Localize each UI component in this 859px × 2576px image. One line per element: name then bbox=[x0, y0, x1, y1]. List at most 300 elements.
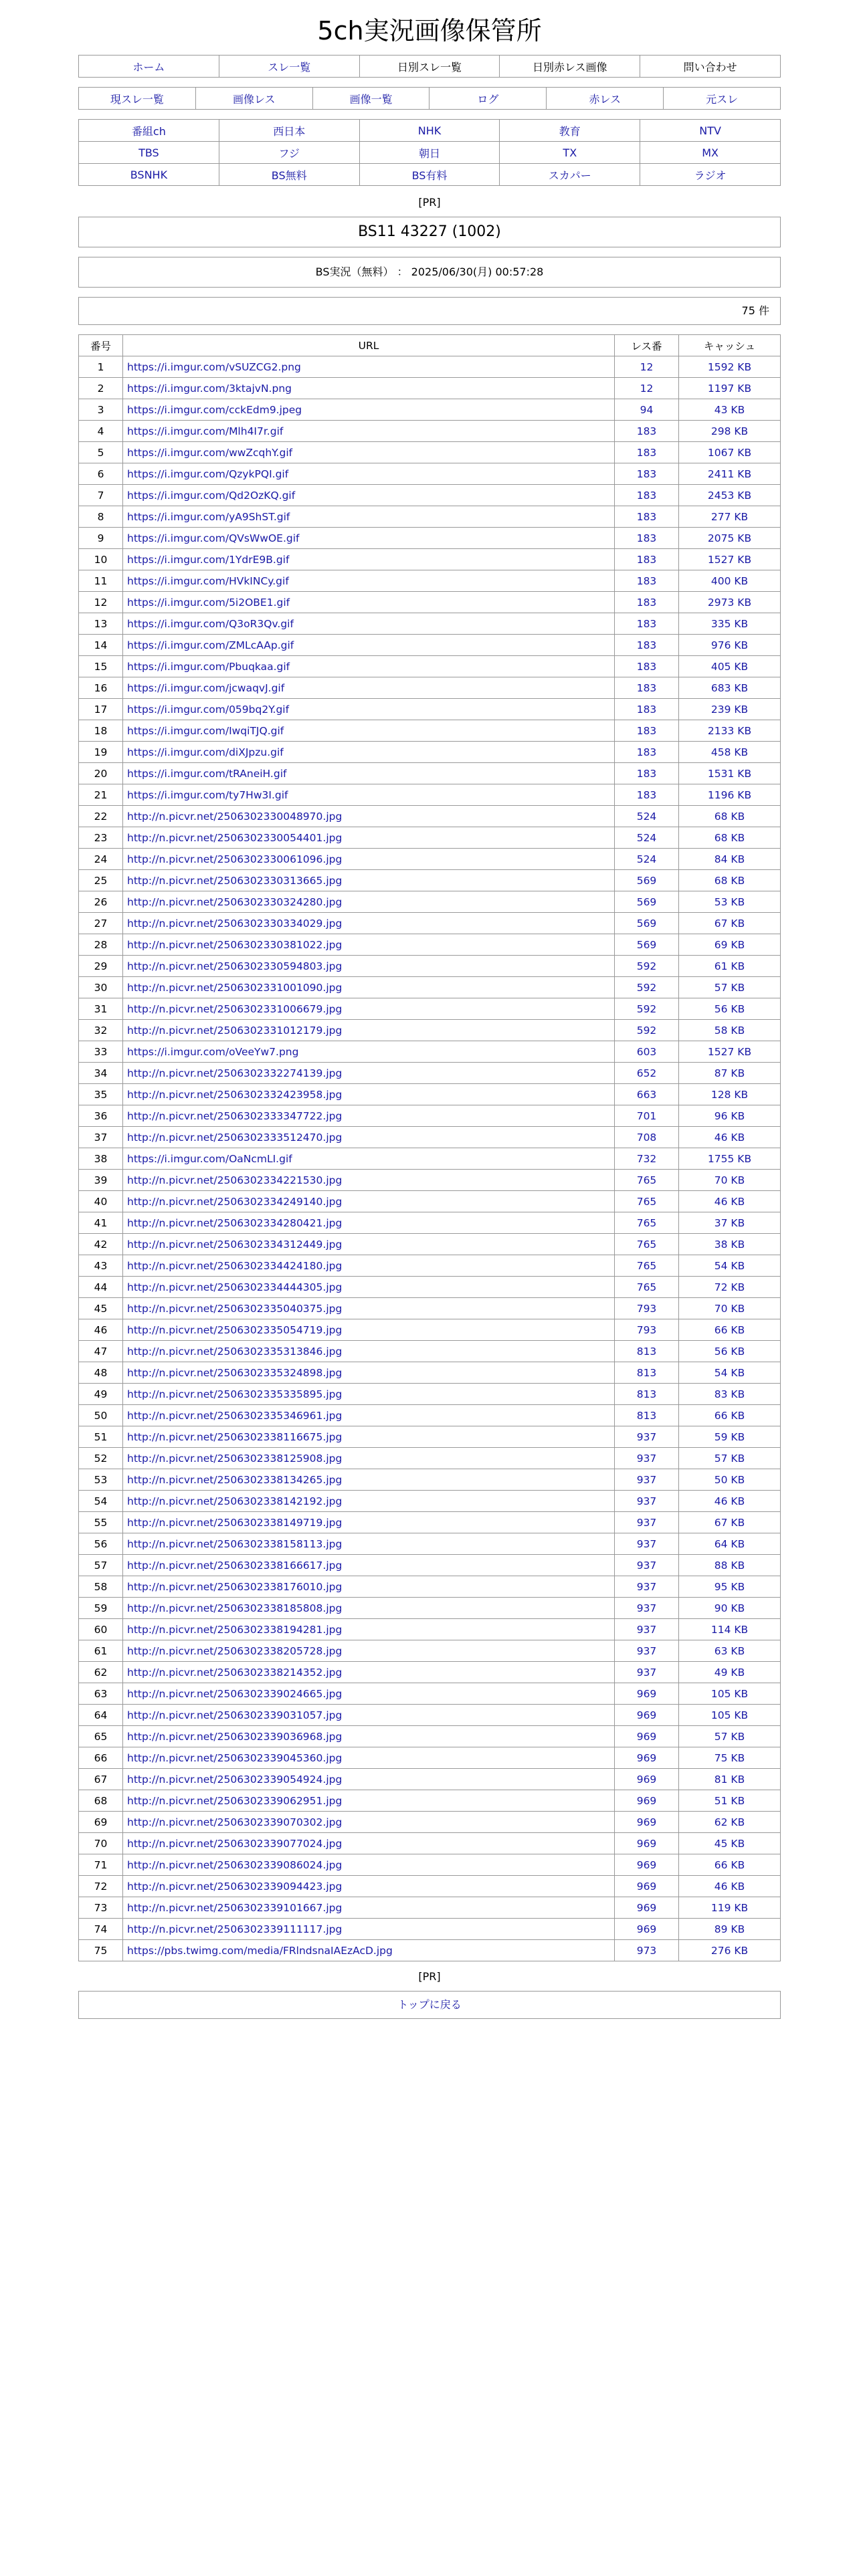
nav-home-link[interactable]: ホーム bbox=[132, 60, 165, 74]
image-url-link[interactable]: http://n.picvr.net/2506302330313665.jpg bbox=[127, 874, 343, 887]
res-number-link[interactable]: 701 bbox=[636, 1109, 657, 1122]
cache-size-link[interactable]: 68 KB bbox=[714, 831, 745, 844]
cache-size-link[interactable]: 46 KB bbox=[714, 1195, 745, 1208]
res-number-link[interactable]: 969 bbox=[636, 1687, 657, 1700]
cache-size-link[interactable]: 56 KB bbox=[714, 1345, 745, 1358]
res-number-link[interactable]: 183 bbox=[636, 617, 657, 630]
image-url-link[interactable]: http://n.picvr.net/2506302338194281.jpg bbox=[127, 1623, 343, 1636]
res-number-link[interactable]: 937 bbox=[636, 1580, 657, 1593]
res-number-link[interactable]: 765 bbox=[636, 1195, 657, 1208]
res-number-link[interactable]: 524 bbox=[636, 831, 657, 844]
image-url-link[interactable]: http://n.picvr.net/2506302330048970.jpg bbox=[127, 810, 343, 823]
res-number-link[interactable]: 592 bbox=[636, 1024, 657, 1037]
cache-size-link[interactable]: 277 KB bbox=[710, 510, 749, 523]
image-url-link[interactable]: http://n.picvr.net/2506302333347722.jpg bbox=[127, 1109, 343, 1122]
res-number-link[interactable]: 183 bbox=[636, 510, 657, 523]
image-url-link[interactable]: http://n.picvr.net/2506302330324280.jpg bbox=[127, 895, 343, 908]
cache-size-link[interactable]: 83 KB bbox=[714, 1388, 745, 1400]
row-cache-cell bbox=[679, 849, 781, 870]
res-number-link[interactable]: 183 bbox=[636, 724, 657, 737]
res-number-link[interactable]: 969 bbox=[636, 1837, 657, 1850]
row-url-cell bbox=[123, 1105, 615, 1127]
image-url-link[interactable]: http://n.picvr.net/2506302334249140.jpg bbox=[127, 1195, 343, 1208]
image-url-link[interactable]: http://n.picvr.net/2506302330594803.jpg bbox=[127, 960, 343, 972]
table-row bbox=[79, 592, 781, 613]
image-url-link[interactable]: https://i.imgur.com/vSUZCG2.png bbox=[127, 360, 301, 373]
row-url-cell bbox=[123, 720, 615, 742]
cache-size-link[interactable]: 58 KB bbox=[714, 1024, 745, 1037]
image-url-link[interactable]: http://n.picvr.net/2506302330054401.jpg bbox=[127, 831, 343, 844]
cache-size-link[interactable]: 63 KB bbox=[714, 1644, 745, 1657]
cache-size-link[interactable]: 72 KB bbox=[714, 1281, 745, 1293]
cache-size-link[interactable]: 43 KB bbox=[714, 403, 745, 416]
image-url-link[interactable]: http://n.picvr.net/2506302338125908.jpg bbox=[127, 1452, 343, 1465]
image-url-link[interactable]: http://n.picvr.net/2506302339062951.jpg bbox=[127, 1794, 343, 1807]
board-cell bbox=[640, 142, 781, 164]
cache-size-link[interactable]: 37 KB bbox=[714, 1216, 745, 1229]
res-number-link[interactable]: 183 bbox=[636, 746, 657, 758]
res-number-link[interactable]: 569 bbox=[636, 938, 657, 951]
board-link-kyoiku[interactable]: 教育 bbox=[559, 124, 581, 138]
cache-size-link[interactable]: 96 KB bbox=[714, 1109, 745, 1122]
image-url-link[interactable]: http://n.picvr.net/2506302338116675.jpg bbox=[127, 1430, 343, 1443]
image-url-link[interactable]: http://n.picvr.net/2506302339024665.jpg bbox=[127, 1687, 343, 1700]
res-number-link[interactable]: 183 bbox=[636, 681, 657, 694]
nav-current-threads-link[interactable]: 現スレ一覧 bbox=[110, 92, 164, 106]
image-url-link[interactable]: http://n.picvr.net/2506302331006679.jpg bbox=[127, 1002, 343, 1015]
cache-size-link[interactable]: 56 KB bbox=[714, 1002, 745, 1015]
image-url-link[interactable]: https://i.imgur.com/Mlh4I7r.gif bbox=[127, 425, 284, 437]
cache-size-link[interactable]: 2453 KB bbox=[707, 489, 752, 502]
cache-size-link[interactable]: 1755 KB bbox=[707, 1152, 752, 1165]
res-number-link[interactable]: 937 bbox=[636, 1452, 657, 1465]
res-number-link[interactable]: 569 bbox=[636, 874, 657, 887]
res-number-link[interactable]: 12 bbox=[640, 360, 654, 373]
nav-log-link[interactable]: ログ bbox=[477, 92, 499, 106]
image-url-link[interactable]: https://i.imgur.com/QzykPQI.gif bbox=[127, 467, 289, 480]
row-res-cell bbox=[615, 998, 679, 1020]
row-res-cell bbox=[615, 1726, 679, 1747]
res-number-link[interactable]: 592 bbox=[636, 1002, 657, 1015]
image-url-link[interactable]: https://i.imgur.com/5i2OBE1.gif bbox=[127, 596, 290, 609]
res-number-link[interactable]: 592 bbox=[636, 960, 657, 972]
row-number: 52 bbox=[79, 1448, 123, 1469]
board-link-tx[interactable]: TX bbox=[563, 146, 577, 159]
cache-size-link[interactable]: 66 KB bbox=[714, 1409, 745, 1422]
row-cache-cell bbox=[679, 656, 781, 677]
res-number-link[interactable]: 969 bbox=[636, 1794, 657, 1807]
table-row bbox=[79, 399, 781, 421]
board-link-skyperfect[interactable]: スカパー bbox=[548, 169, 591, 182]
row-number: 5 bbox=[79, 442, 123, 463]
nav-red-res-link[interactable]: 赤レス bbox=[589, 92, 621, 106]
row-cache-cell bbox=[679, 1319, 781, 1341]
res-number-link[interactable]: 183 bbox=[636, 703, 657, 716]
image-url-link[interactable]: https://i.imgur.com/oVeeYw7.png bbox=[127, 1045, 299, 1058]
image-url-link[interactable]: http://n.picvr.net/2506302330334029.jpg bbox=[127, 917, 343, 930]
image-url-link[interactable]: http://n.picvr.net/2506302330061096.jpg bbox=[127, 853, 343, 865]
cache-size-link[interactable]: 119 KB bbox=[710, 1901, 749, 1914]
table-row bbox=[79, 849, 781, 870]
cache-size-link[interactable]: 1196 KB bbox=[707, 788, 752, 801]
nav-image-list-link[interactable]: 画像一覧 bbox=[349, 92, 393, 106]
cache-size-link[interactable]: 87 KB bbox=[714, 1067, 745, 1079]
row-res-cell bbox=[615, 1277, 679, 1298]
image-url-link[interactable]: https://i.imgur.com/1YdrE9B.gif bbox=[127, 553, 290, 566]
res-number-link[interactable]: 937 bbox=[636, 1644, 657, 1657]
cache-size-link[interactable]: 90 KB bbox=[714, 1602, 745, 1614]
res-number-link[interactable]: 969 bbox=[636, 1730, 657, 1743]
cache-size-link[interactable]: 683 KB bbox=[710, 681, 749, 694]
nav-image-res-link[interactable]: 画像レス bbox=[232, 92, 276, 106]
res-number-link[interactable]: 183 bbox=[636, 660, 657, 673]
res-number-link[interactable]: 937 bbox=[636, 1473, 657, 1486]
row-cache-cell bbox=[679, 870, 781, 891]
cache-size-link[interactable]: 128 KB bbox=[710, 1088, 749, 1101]
row-number: 73 bbox=[79, 1897, 123, 1919]
image-url-link[interactable]: http://n.picvr.net/2506302338185808.jpg bbox=[127, 1602, 343, 1614]
table-row bbox=[79, 1940, 781, 1961]
res-number-link[interactable]: 183 bbox=[636, 553, 657, 566]
cache-size-link[interactable]: 64 KB bbox=[714, 1537, 745, 1550]
row-number: 14 bbox=[79, 635, 123, 656]
cache-size-link[interactable]: 89 KB bbox=[714, 1923, 745, 1935]
image-url-link[interactable]: https://i.imgur.com/IwqiTJQ.gif bbox=[127, 724, 284, 737]
res-number-link[interactable]: 969 bbox=[636, 1773, 657, 1786]
image-url-link[interactable]: http://n.picvr.net/2506302339101667.jpg bbox=[127, 1901, 343, 1914]
image-url-link[interactable]: http://n.picvr.net/2506302339070302.jpg bbox=[127, 1816, 343, 1828]
nav-cell bbox=[195, 88, 312, 110]
res-number-link[interactable]: 969 bbox=[636, 1880, 657, 1893]
row-url-cell bbox=[123, 378, 615, 399]
row-number: 38 bbox=[79, 1148, 123, 1170]
image-url-link[interactable]: https://i.imgur.com/jcwaqvJ.gif bbox=[127, 681, 285, 694]
cache-size-link[interactable]: 976 KB bbox=[710, 639, 749, 651]
image-url-link[interactable]: https://pbs.twimg.com/media/FRlndsnaIAEzAcD.jpg bbox=[127, 1944, 393, 1957]
res-number-link[interactable]: 765 bbox=[636, 1281, 657, 1293]
nav-thread-list-link[interactable]: スレ一覧 bbox=[268, 60, 311, 74]
res-number-link[interactable]: 183 bbox=[636, 446, 657, 459]
cache-size-link[interactable]: 1592 KB bbox=[707, 360, 752, 373]
cache-size-link[interactable]: 95 KB bbox=[714, 1580, 745, 1593]
res-number-link[interactable]: 969 bbox=[636, 1709, 657, 1721]
row-cache-cell bbox=[679, 1854, 781, 1876]
cache-size-link[interactable]: 400 KB bbox=[710, 574, 749, 587]
cache-size-link[interactable]: 46 KB bbox=[714, 1495, 745, 1507]
res-number-link[interactable]: 183 bbox=[636, 639, 657, 651]
image-url-link[interactable]: http://n.picvr.net/2506302339086024.jpg bbox=[127, 1858, 343, 1871]
res-number-link[interactable]: 813 bbox=[636, 1388, 657, 1400]
board-link-bs-paid[interactable]: BS有料 bbox=[411, 169, 448, 182]
cache-size-link[interactable]: 54 KB bbox=[714, 1366, 745, 1379]
res-number-link[interactable]: 937 bbox=[636, 1516, 657, 1529]
res-number-link[interactable]: 183 bbox=[636, 574, 657, 587]
cache-size-link[interactable]: 298 KB bbox=[710, 425, 749, 437]
image-url-link[interactable]: http://n.picvr.net/2506302331012179.jpg bbox=[127, 1024, 343, 1037]
res-number-link[interactable]: 183 bbox=[636, 425, 657, 437]
cache-size-link[interactable]: 67 KB bbox=[714, 917, 745, 930]
image-url-link[interactable]: http://n.picvr.net/2506302330381022.jpg bbox=[127, 938, 343, 951]
cache-size-link[interactable]: 1531 KB bbox=[707, 767, 752, 780]
res-number-link[interactable]: 813 bbox=[636, 1366, 657, 1379]
row-cache-cell bbox=[679, 763, 781, 784]
image-url-link[interactable]: https://i.imgur.com/Pbuqkaa.gif bbox=[127, 660, 290, 673]
cache-size-link[interactable]: 66 KB bbox=[714, 1323, 745, 1336]
image-url-link[interactable]: http://n.picvr.net/2506302338158113.jpg bbox=[127, 1537, 343, 1550]
cache-size-link[interactable]: 70 KB bbox=[714, 1302, 745, 1315]
res-number-link[interactable]: 663 bbox=[636, 1088, 657, 1101]
cache-size-link[interactable]: 2411 KB bbox=[707, 467, 752, 480]
cache-size-link[interactable]: 68 KB bbox=[714, 810, 745, 823]
cache-size-link[interactable]: 2075 KB bbox=[707, 532, 752, 544]
table-row bbox=[79, 806, 781, 827]
res-number-link[interactable]: 592 bbox=[636, 981, 657, 994]
board-link-mx[interactable]: MX bbox=[702, 146, 719, 159]
image-url-link[interactable]: https://i.imgur.com/ZMLcAAp.gif bbox=[127, 639, 294, 651]
image-url-link[interactable]: http://n.picvr.net/2506302338176010.jpg bbox=[127, 1580, 343, 1593]
res-number-link[interactable]: 813 bbox=[636, 1409, 657, 1422]
image-url-link[interactable]: http://n.picvr.net/2506302339036968.jpg bbox=[127, 1730, 343, 1743]
board-link-nishinihon[interactable]: 西日本 bbox=[273, 124, 306, 138]
image-url-link[interactable]: https://i.imgur.com/diXJpzu.gif bbox=[127, 746, 284, 758]
image-url-link[interactable]: http://n.picvr.net/2506302339111117.jpg bbox=[127, 1923, 343, 1935]
row-number: 44 bbox=[79, 1277, 123, 1298]
board-link-radio[interactable]: ラジオ bbox=[694, 169, 727, 182]
image-url-link[interactable]: https://i.imgur.com/QVsWwOE.gif bbox=[127, 532, 300, 544]
res-number-link[interactable]: 765 bbox=[636, 1238, 657, 1251]
image-url-link[interactable]: http://n.picvr.net/2506302333512470.jpg bbox=[127, 1131, 343, 1144]
res-number-link[interactable]: 969 bbox=[636, 1901, 657, 1914]
res-number-link[interactable]: 732 bbox=[636, 1152, 657, 1165]
image-url-link[interactable]: http://n.picvr.net/2506302334280421.jpg bbox=[127, 1216, 343, 1229]
row-number: 66 bbox=[79, 1747, 123, 1769]
image-url-link[interactable]: http://n.picvr.net/2506302339094423.jpg bbox=[127, 1880, 343, 1893]
image-url-link[interactable]: http://n.picvr.net/2506302334221530.jpg bbox=[127, 1174, 343, 1186]
image-url-link[interactable]: https://i.imgur.com/Qd2OzKQ.gif bbox=[127, 489, 296, 502]
image-url-link[interactable]: https://i.imgur.com/tRAneiH.gif bbox=[127, 767, 287, 780]
row-res-cell bbox=[615, 1854, 679, 1876]
image-url-link[interactable]: http://n.picvr.net/2506302338134265.jpg bbox=[127, 1473, 343, 1486]
cache-size-link[interactable]: 84 KB bbox=[714, 853, 745, 865]
table-row bbox=[79, 1619, 781, 1640]
row-res-cell bbox=[615, 485, 679, 506]
row-res-cell bbox=[615, 699, 679, 720]
image-url-link[interactable]: https://i.imgur.com/wwZcqhY.gif bbox=[127, 446, 293, 459]
image-url-link[interactable]: https://i.imgur.com/ty7Hw3I.gif bbox=[127, 788, 288, 801]
cache-size-link[interactable]: 405 KB bbox=[710, 660, 749, 673]
image-url-link[interactable]: https://i.imgur.com/cckEdm9.jpeg bbox=[127, 403, 302, 416]
res-number-link[interactable]: 183 bbox=[636, 596, 657, 609]
image-url-link[interactable]: http://n.picvr.net/2506302332274139.jpg bbox=[127, 1067, 343, 1079]
cache-size-link[interactable]: 61 KB bbox=[714, 960, 745, 972]
row-cache-cell bbox=[679, 827, 781, 849]
cache-size-link[interactable]: 1067 KB bbox=[707, 446, 752, 459]
res-number-link[interactable]: 969 bbox=[636, 1858, 657, 1871]
board-link-fuji[interactable]: フジ bbox=[278, 146, 300, 160]
res-number-link[interactable]: 793 bbox=[636, 1323, 657, 1336]
row-cache-cell bbox=[679, 1234, 781, 1255]
row-url-cell bbox=[123, 421, 615, 442]
res-number-link[interactable]: 937 bbox=[636, 1623, 657, 1636]
image-url-link[interactable]: http://n.picvr.net/2506302339031057.jpg bbox=[127, 1709, 343, 1721]
cache-size-link[interactable]: 50 KB bbox=[714, 1473, 745, 1486]
res-number-link[interactable]: 937 bbox=[636, 1559, 657, 1572]
image-url-link[interactable]: http://n.picvr.net/2506302335040375.jpg bbox=[127, 1302, 343, 1315]
row-url-cell bbox=[123, 570, 615, 592]
res-number-link[interactable]: 12 bbox=[640, 382, 654, 395]
image-url-link[interactable]: http://n.picvr.net/2506302335054719.jpg bbox=[127, 1323, 343, 1336]
image-url-link[interactable]: http://n.picvr.net/2506302331001090.jpg bbox=[127, 981, 343, 994]
row-number: 71 bbox=[79, 1854, 123, 1876]
res-number-link[interactable]: 813 bbox=[636, 1345, 657, 1358]
cache-size-link[interactable]: 46 KB bbox=[714, 1880, 745, 1893]
cache-size-link[interactable]: 458 KB bbox=[710, 746, 749, 758]
res-number-link[interactable]: 969 bbox=[636, 1816, 657, 1828]
cache-size-link[interactable]: 75 KB bbox=[714, 1751, 745, 1764]
image-url-link[interactable]: https://i.imgur.com/059bq2Y.gif bbox=[127, 703, 290, 716]
image-url-link[interactable]: http://n.picvr.net/2506302338142192.jpg bbox=[127, 1495, 343, 1507]
res-number-link[interactable]: 708 bbox=[636, 1131, 657, 1144]
image-url-link[interactable]: http://n.picvr.net/2506302335324898.jpg bbox=[127, 1366, 343, 1379]
row-url-cell bbox=[123, 635, 615, 656]
cache-size-link[interactable]: 105 KB bbox=[710, 1709, 749, 1721]
cache-size-link[interactable]: 57 KB bbox=[714, 981, 745, 994]
table-row bbox=[79, 1876, 781, 1897]
cache-size-link[interactable]: 54 KB bbox=[714, 1259, 745, 1272]
table-row bbox=[79, 677, 781, 699]
cache-size-link[interactable]: 70 KB bbox=[714, 1174, 745, 1186]
cache-size-link[interactable]: 46 KB bbox=[714, 1131, 745, 1144]
cache-size-link[interactable]: 105 KB bbox=[710, 1687, 749, 1700]
image-url-link[interactable]: http://n.picvr.net/2506302335313846.jpg bbox=[127, 1345, 343, 1358]
image-url-link[interactable]: http://n.picvr.net/2506302339077024.jpg bbox=[127, 1837, 343, 1850]
image-url-link[interactable]: https://i.imgur.com/3ktajvN.png bbox=[127, 382, 292, 395]
image-url-link[interactable]: http://n.picvr.net/2506302339045360.jpg bbox=[127, 1751, 343, 1764]
res-number-link[interactable]: 973 bbox=[636, 1944, 657, 1957]
row-res-cell bbox=[615, 613, 679, 635]
res-number-link[interactable]: 937 bbox=[636, 1602, 657, 1614]
cache-size-link[interactable]: 45 KB bbox=[714, 1837, 745, 1850]
res-number-link[interactable]: 183 bbox=[636, 489, 657, 502]
back-to-top-link[interactable]: トップに戻る bbox=[397, 1998, 462, 2011]
res-number-link[interactable]: 603 bbox=[636, 1045, 657, 1058]
res-number-link[interactable]: 765 bbox=[636, 1259, 657, 1272]
row-url-cell bbox=[123, 934, 615, 956]
res-number-link[interactable]: 569 bbox=[636, 895, 657, 908]
image-url-link[interactable]: http://n.picvr.net/2506302334444305.jpg bbox=[127, 1281, 343, 1293]
cache-size-link[interactable]: 81 KB bbox=[714, 1773, 745, 1786]
res-number-link[interactable]: 793 bbox=[636, 1302, 657, 1315]
res-number-link[interactable]: 524 bbox=[636, 810, 657, 823]
image-url-link[interactable]: http://n.picvr.net/2506302335335895.jpg bbox=[127, 1388, 343, 1400]
row-res-cell bbox=[615, 506, 679, 528]
cache-size-link[interactable]: 53 KB bbox=[714, 895, 745, 908]
cache-size-link[interactable]: 67 KB bbox=[714, 1516, 745, 1529]
image-url-link[interactable]: http://n.picvr.net/2506302338205728.jpg bbox=[127, 1644, 343, 1657]
res-number-link[interactable]: 937 bbox=[636, 1537, 657, 1550]
board-link-bs-free[interactable]: BS無料 bbox=[271, 169, 307, 182]
cache-size-link[interactable]: 1527 KB bbox=[707, 553, 752, 566]
image-url-link[interactable]: https://i.imgur.com/HVkINCy.gif bbox=[127, 574, 289, 587]
image-url-link[interactable]: http://n.picvr.net/2506302335346961.jpg bbox=[127, 1409, 343, 1422]
res-number-link[interactable]: 765 bbox=[636, 1174, 657, 1186]
row-number: 37 bbox=[79, 1127, 123, 1148]
table-row bbox=[79, 1491, 781, 1512]
cache-size-link[interactable]: 66 KB bbox=[714, 1858, 745, 1871]
nav-original-thread-link[interactable]: 元スレ bbox=[706, 92, 739, 106]
res-number-link[interactable]: 969 bbox=[636, 1751, 657, 1764]
res-number-link[interactable]: 569 bbox=[636, 917, 657, 930]
row-number: 17 bbox=[79, 699, 123, 720]
res-number-link[interactable]: 524 bbox=[636, 853, 657, 865]
image-url-link[interactable]: http://n.picvr.net/2506302332423958.jpg bbox=[127, 1088, 343, 1101]
row-number: 31 bbox=[79, 998, 123, 1020]
image-url-link[interactable]: https://i.imgur.com/OaNcmLI.gif bbox=[127, 1152, 292, 1165]
cache-size-link[interactable]: 2133 KB bbox=[707, 724, 752, 737]
res-number-link[interactable]: 183 bbox=[636, 788, 657, 801]
image-url-link[interactable]: http://n.picvr.net/2506302338214352.jpg bbox=[127, 1666, 343, 1679]
cache-size-link[interactable]: 59 KB bbox=[714, 1430, 745, 1443]
cache-size-link[interactable]: 51 KB bbox=[714, 1794, 745, 1807]
cache-size-link[interactable]: 1197 KB bbox=[707, 382, 752, 395]
image-url-link[interactable]: http://n.picvr.net/2506302338166617.jpg bbox=[127, 1559, 343, 1572]
table-row bbox=[79, 1298, 781, 1319]
res-number-link[interactable]: 765 bbox=[636, 1216, 657, 1229]
cache-size-link[interactable]: 2973 KB bbox=[707, 596, 752, 609]
res-number-link[interactable]: 183 bbox=[636, 467, 657, 480]
table-row bbox=[79, 1683, 781, 1705]
cache-size-link[interactable]: 335 KB bbox=[710, 617, 749, 630]
res-number-link[interactable]: 937 bbox=[636, 1495, 657, 1507]
board-link-bangumi[interactable]: 番組ch bbox=[131, 124, 166, 138]
board-link-tbs[interactable]: TBS bbox=[138, 146, 159, 159]
row-res-cell bbox=[615, 1020, 679, 1041]
board-link-nhk[interactable]: NHK bbox=[417, 124, 442, 137]
res-number-link[interactable]: 937 bbox=[636, 1430, 657, 1443]
res-number-link[interactable]: 969 bbox=[636, 1923, 657, 1935]
header-url: URL bbox=[123, 335, 615, 356]
board-link-bsnhk[interactable]: BSNHK bbox=[130, 168, 168, 181]
cache-size-link[interactable]: 57 KB bbox=[714, 1730, 745, 1743]
cache-size-link[interactable]: 62 KB bbox=[714, 1816, 745, 1828]
row-res-cell bbox=[615, 1533, 679, 1555]
image-url-link[interactable]: https://i.imgur.com/yA9ShST.gif bbox=[127, 510, 290, 523]
cache-size-link[interactable]: 57 KB bbox=[714, 1452, 745, 1465]
cache-size-link[interactable]: 276 KB bbox=[710, 1944, 749, 1957]
cache-size-link[interactable]: 114 KB bbox=[710, 1623, 749, 1636]
board-link-ntv[interactable]: NTV bbox=[699, 124, 721, 137]
res-number-link[interactable]: 652 bbox=[636, 1067, 657, 1079]
image-url-link[interactable]: https://i.imgur.com/Q3oR3Qv.gif bbox=[127, 617, 294, 630]
board-link-asahi[interactable]: 朝日 bbox=[418, 146, 440, 160]
image-url-link[interactable]: http://n.picvr.net/2506302339054924.jpg bbox=[127, 1773, 343, 1786]
res-number-link[interactable]: 183 bbox=[636, 532, 657, 544]
cache-size-link[interactable]: 88 KB bbox=[714, 1559, 745, 1572]
image-url-link[interactable]: http://n.picvr.net/2506302334424180.jpg bbox=[127, 1259, 343, 1272]
cache-size-link[interactable]: 38 KB bbox=[714, 1238, 745, 1251]
cache-size-link[interactable]: 1527 KB bbox=[707, 1045, 752, 1058]
cache-size-link[interactable]: 69 KB bbox=[714, 938, 745, 951]
res-number-link[interactable]: 937 bbox=[636, 1666, 657, 1679]
row-url-cell bbox=[123, 1426, 615, 1448]
image-url-link[interactable]: http://n.picvr.net/2506302338149719.jpg bbox=[127, 1516, 343, 1529]
res-number-link[interactable]: 94 bbox=[640, 403, 654, 416]
cache-size-link[interactable]: 68 KB bbox=[714, 874, 745, 887]
image-url-link[interactable]: http://n.picvr.net/2506302334312449.jpg bbox=[127, 1238, 343, 1251]
res-number-link[interactable]: 183 bbox=[636, 767, 657, 780]
cache-size-link[interactable]: 239 KB bbox=[710, 703, 749, 716]
cache-size-link[interactable]: 49 KB bbox=[714, 1666, 745, 1679]
